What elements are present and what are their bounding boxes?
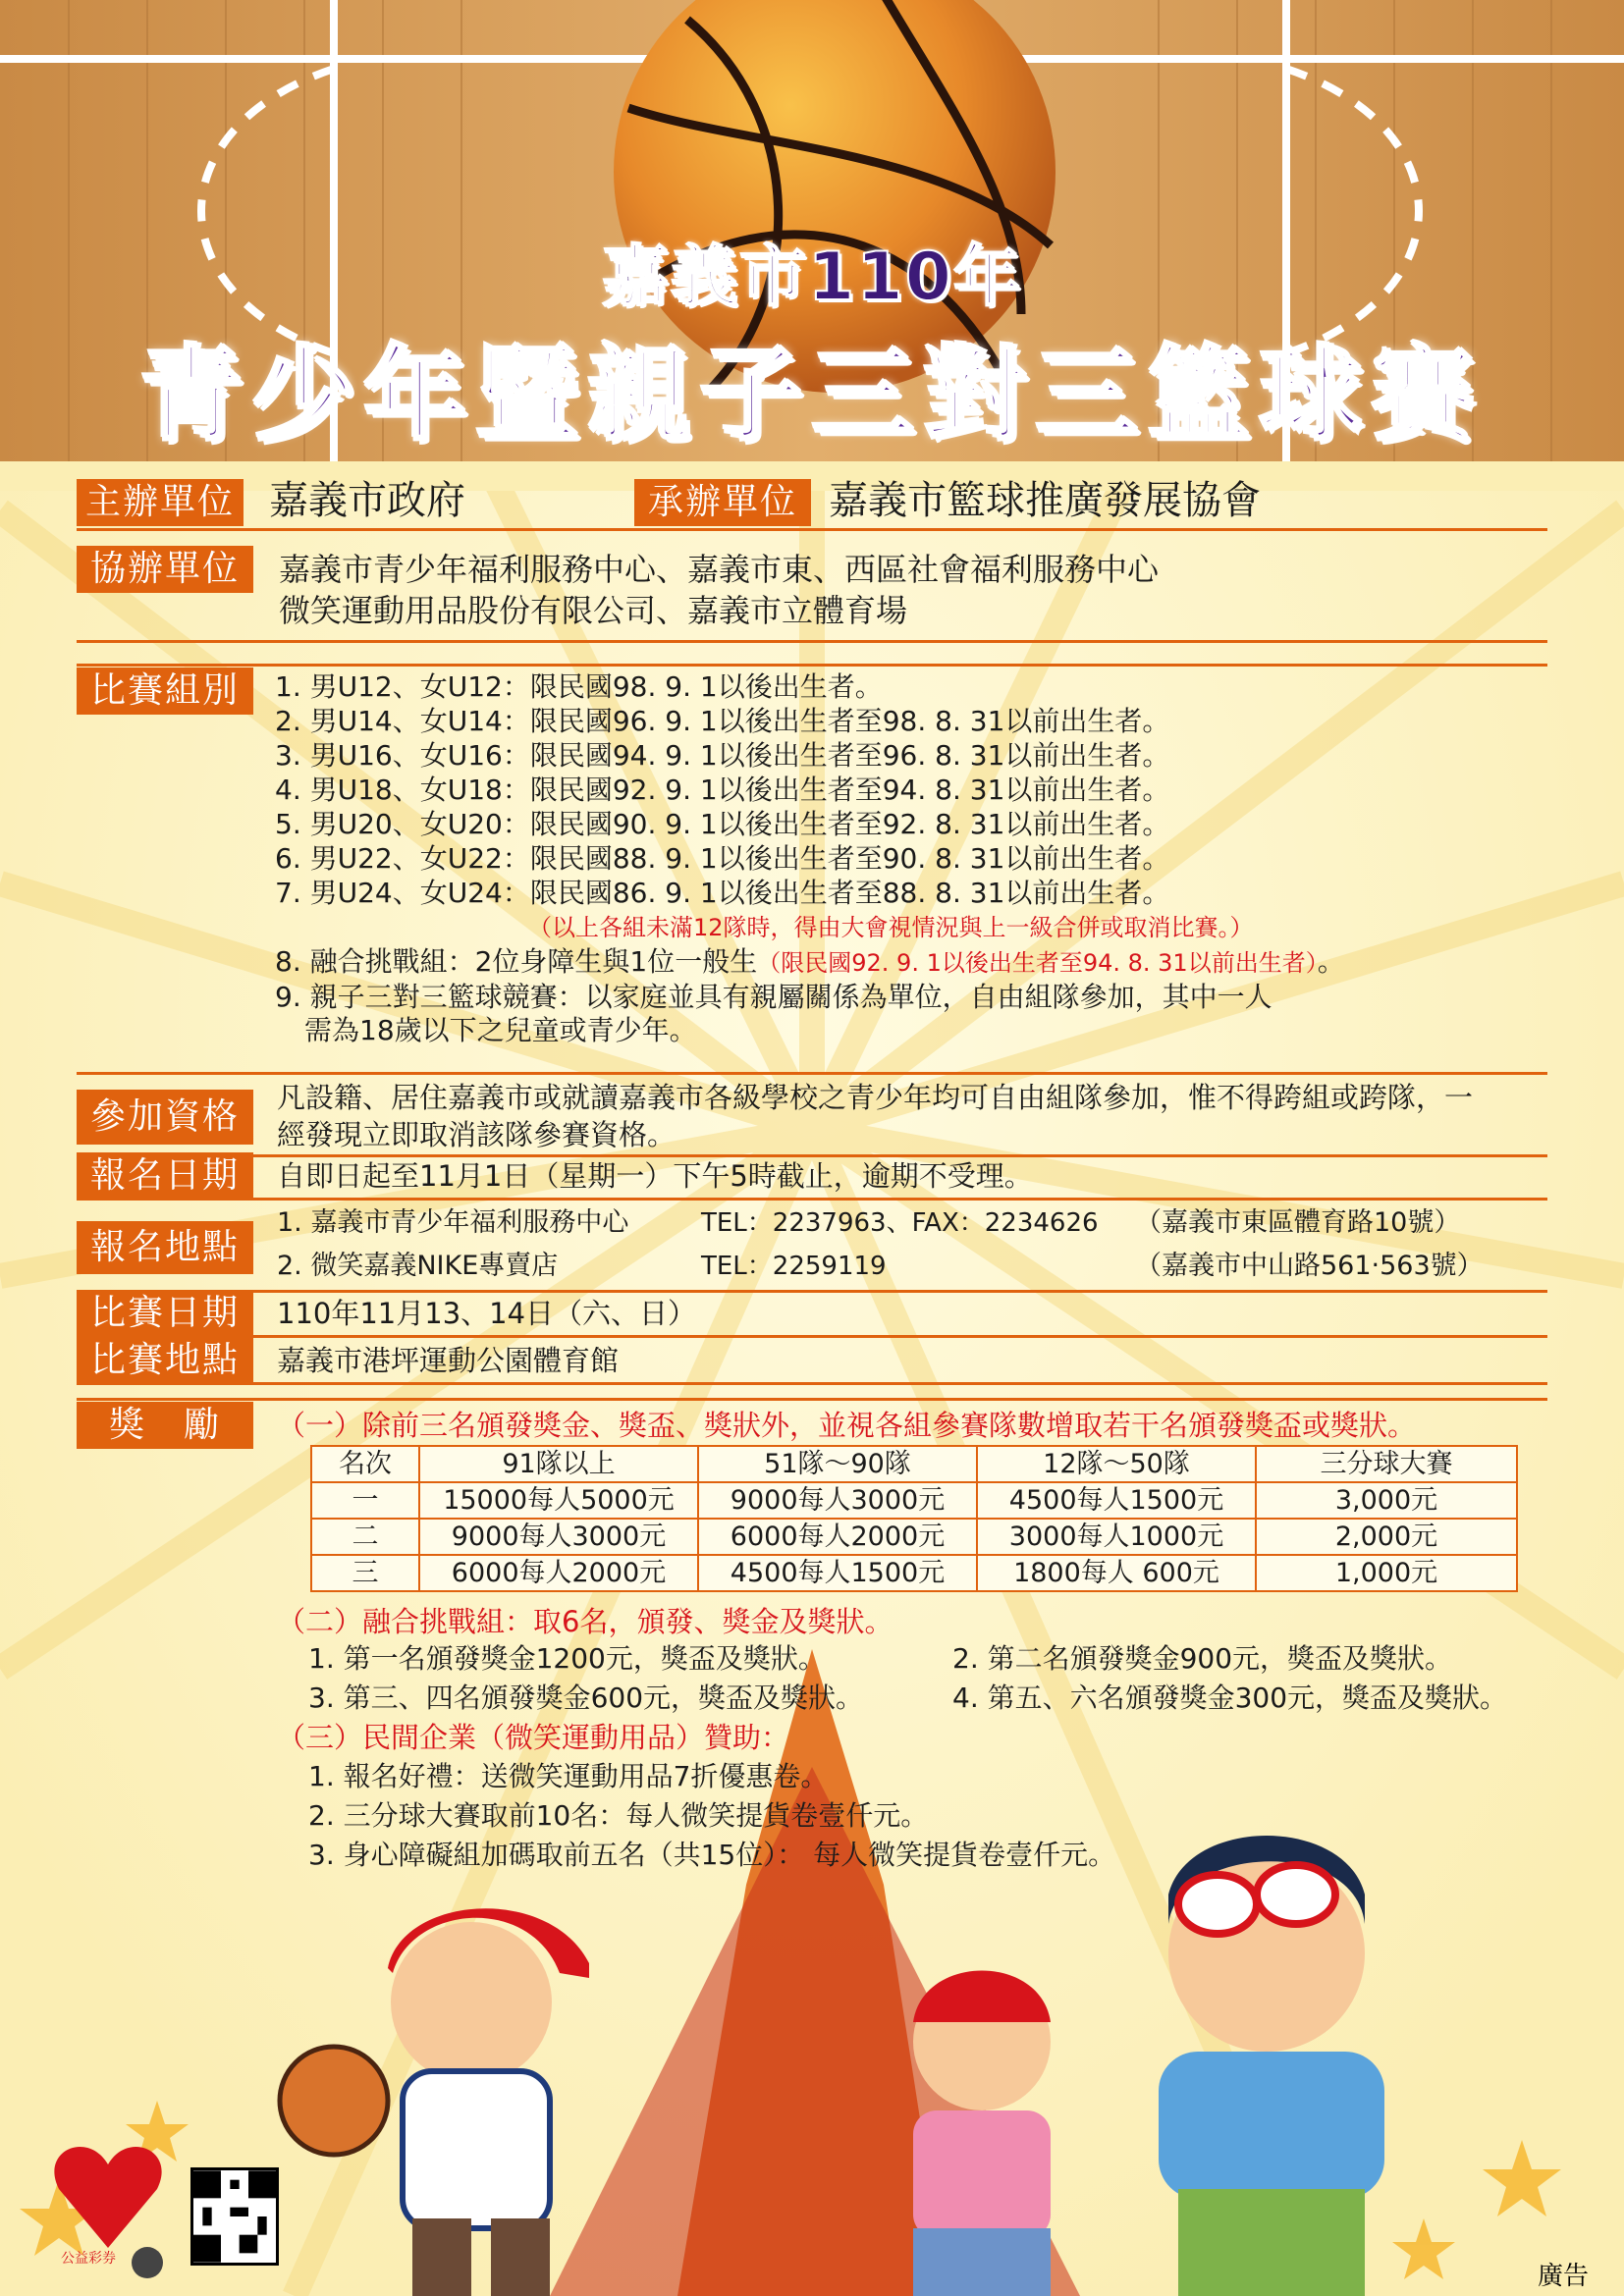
group-item-9-line2: 需為18歲以下之兒童或青少年。 — [304, 1014, 697, 1046]
match-place-row — [77, 1337, 1547, 1384]
table-cell: 9000每人3000元 — [698, 1482, 977, 1519]
table-row — [311, 1482, 1517, 1519]
part2-item: 3. 第三、四名頒發獎金600元，獎盃及獎狀。 — [308, 1682, 864, 1714]
cartoon-player-right — [1159, 1836, 1384, 2296]
groups-section — [77, 667, 1547, 1050]
group-item: 6. 男U22、女U22：限民國88. 9. 1以後出生者至90. 8. 31以前出生者。 — [275, 842, 1170, 875]
registration-place-label: 報名地點 — [77, 1221, 253, 1274]
group-item: 4. 男U18、女U18：限民國92. 9. 1以後出生者至94. 8. 31以前出生者。 — [275, 774, 1170, 806]
part2-item: 1. 第一名頒發獎金1200元，獎盃及獎狀。 — [308, 1642, 826, 1675]
co-organizer-row — [77, 546, 1547, 644]
host-value: 嘉義市政府 — [269, 478, 465, 523]
part2-item: 4. 第五、六名頒發獎金300元，獎盃及獎狀。 — [952, 1682, 1508, 1714]
table-cell: 3000每人1000元 — [977, 1519, 1256, 1555]
table-cell: 6000每人2000元 — [698, 1519, 977, 1555]
qr-code[interactable] — [190, 2167, 279, 2266]
place-2-name: 2. 微笑嘉義NIKE專賣店 — [277, 1251, 559, 1281]
organizer-row — [77, 479, 1547, 530]
awards-part1: （一）除前三名頒發獎金、獎盃、獎狀外，並視各組參賽隊數增取若干名頒發獎盃或獎狀。 — [277, 1409, 1417, 1442]
table-header-row — [311, 1446, 1517, 1482]
awards-part3: （三）民間企業（微笑運動用品）贊助： — [277, 1721, 790, 1754]
place-1-name: 1. 嘉義市青少年福利服務中心 — [277, 1207, 629, 1238]
group-item: 7. 男U24、女U24：限民國86. 9. 1以後出生者至88. 8. 31以前出生者。 — [275, 877, 1170, 909]
group-item: 1. 男U12、女U12：限民國98. 9. 1以後出生者。 — [275, 670, 883, 703]
table-cell: 一 — [311, 1482, 419, 1519]
match-place-value: 嘉義市港坪運動公園體育館 — [277, 1344, 620, 1377]
group-item-8-main: 8. 融合挑戰組：2位身障生與1位一般生 — [275, 945, 758, 978]
divider — [77, 640, 1547, 643]
group-item-8-range: （限民國92. 9. 1以後出生者至94. 8. 31以前出生者） — [757, 949, 1318, 977]
table-header-cell: 三分球大賽 — [1256, 1446, 1517, 1482]
co-organizer-label: 協辦單位 — [77, 546, 253, 593]
award-table — [310, 1445, 1518, 1592]
cartoon-player-center — [913, 1971, 1051, 2296]
table-cell: 1,000元 — [1256, 1555, 1517, 1591]
table-row — [311, 1519, 1517, 1555]
place-1-addr: （嘉義市東區體育路10號） — [1135, 1207, 1461, 1238]
match-date-row — [77, 1290, 1547, 1337]
host-label: 主辦單位 — [77, 479, 244, 526]
awards-part2: （二）融合挑戰組：取6名，頒發、獎金及獎狀。 — [277, 1605, 893, 1638]
divider — [77, 664, 1547, 667]
place-1-tel: TEL：2237963、FAX：2234626 — [701, 1208, 1099, 1238]
part3-item: 2. 三分球大賽取前10名：每人微笑提貨卷壹仟元。 — [308, 1799, 929, 1832]
table-cell: 9000每人3000元 — [419, 1519, 698, 1555]
group-item: 3. 男U16、女U16：限民國94. 9. 1以後出生者至96. 8. 31以前出生者。 — [275, 739, 1170, 772]
registration-date-label: 報名日期 — [77, 1152, 253, 1200]
co-organizer-line1: 嘉義市青少年福利服務中心、嘉義市東、西區社會福利服務中心 — [279, 551, 1160, 588]
title-year: 嘉義市110年 — [602, 239, 1022, 316]
table-cell: 1800每人 600元 — [977, 1555, 1256, 1591]
table-header-cell: 名次 — [311, 1446, 419, 1482]
awards-label: 獎 勵 — [77, 1402, 253, 1449]
co-organizer-line2: 微笑運動用品股份有限公司、嘉義市立體育場 — [279, 592, 908, 629]
divider — [77, 1072, 1547, 1075]
table-cell: 二 — [311, 1519, 419, 1555]
executor-value: 嘉義市籃球推廣發展協會 — [829, 478, 1261, 523]
divider — [77, 528, 1547, 531]
group-item: 2. 男U14、女U14：限民國96. 9. 1以後出生者至98. 8. 31以前出生者。 — [275, 705, 1170, 737]
group-item: 5. 男U20、女U20：限民國90. 9. 1以後出生者至92. 8. 31以前出生者。 — [275, 808, 1170, 840]
match-date-label: 比賽日期 — [77, 1290, 253, 1337]
table-header-cell: 12隊～50隊 — [977, 1446, 1256, 1482]
divider — [77, 1398, 1547, 1401]
table-cell: 4500每人1500元 — [977, 1482, 1256, 1519]
eligibility-row — [77, 1072, 1547, 1156]
match-date-value: 110年11月13、14日（六、日） — [277, 1297, 697, 1330]
awards-section — [77, 1402, 1547, 1445]
divider — [77, 1382, 1547, 1385]
registration-date-value: 自即日起至11月1日（星期一）下午5時截止，逾期不受理。 — [277, 1159, 1033, 1193]
group-item-9-line1: 9. 親子三對三籃球競賽：以家庭並具有親屬關係為單位，自由組隊參加，其中一人 — [275, 981, 1272, 1013]
part3-item: 3. 身心障礙組加碼取前五名（共15位）： 每人微笑提貨卷壹仟元。 — [308, 1839, 1116, 1871]
table-cell: 6000每人2000元 — [419, 1555, 698, 1591]
table-header-cell: 51隊～90隊 — [698, 1446, 977, 1482]
table-cell: 2,000元 — [1256, 1519, 1517, 1555]
group-note: （以上各組未滿12隊時，得由大會視情況與上一級合併或取消比賽。） — [528, 914, 1254, 941]
part2-item: 2. 第二名頒發獎金900元，獎盃及獎狀。 — [952, 1642, 1453, 1675]
match-place-label: 比賽地點 — [77, 1337, 253, 1384]
place-2-tel: TEL：2259119 — [701, 1252, 887, 1281]
group-item-8-end: 。 — [1317, 945, 1345, 978]
table-cell: 3,000元 — [1256, 1482, 1517, 1519]
advertisement-tag: 廣告 — [1538, 2262, 1590, 2291]
eligibility-line2: 經發現立即取消該隊參賽資格。 — [277, 1118, 677, 1151]
title-main: 青少年暨親子三對三籃球賽 — [139, 335, 1484, 454]
table-cell: 15000每人5000元 — [419, 1482, 698, 1519]
part3-item: 1. 報名好禮：送微笑運動用品7折優惠卷。 — [308, 1760, 829, 1792]
executor-label: 承辦單位 — [634, 479, 811, 526]
groups-label: 比賽組別 — [77, 667, 253, 715]
registration-place-row — [77, 1200, 1547, 1290]
table-cell: 4500每人1500元 — [698, 1555, 977, 1591]
table-cell: 三 — [311, 1555, 419, 1591]
group-item-8 — [275, 944, 1345, 981]
table-row — [311, 1555, 1517, 1591]
lottery-logo-text: 公益彩券 — [61, 2251, 116, 2267]
place-2-addr: （嘉義市中山路561‧563號） — [1135, 1251, 1484, 1281]
registration-date-row — [77, 1152, 1547, 1200]
eligibility-line1: 凡設籍、居住嘉義市或就讀嘉義市各級學校之青少年均可自由組隊參加，惟不得跨組或跨隊，一 — [277, 1081, 1474, 1114]
eligibility-label: 參加資格 — [77, 1090, 253, 1145]
table-header-cell: 91隊以上 — [419, 1446, 698, 1482]
